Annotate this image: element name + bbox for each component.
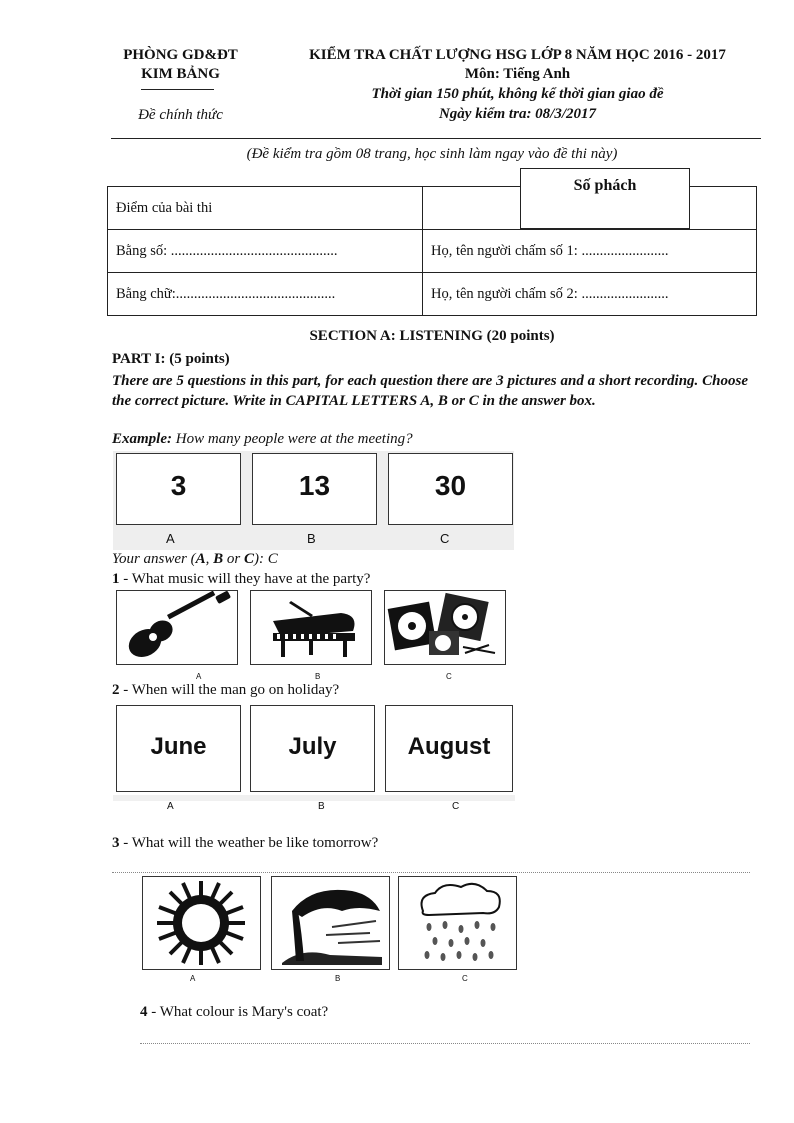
q3-letter-c: C — [462, 974, 468, 983]
your-answer-prefix: Your answer ( — [112, 551, 196, 567]
q2-letter-b: B — [318, 801, 325, 812]
cd-icon — [385, 591, 505, 664]
question-3-option-b[interactable] — [271, 876, 390, 970]
header-left-line3: Đề chính thức — [138, 107, 223, 123]
your-answer-a: A — [195, 551, 206, 567]
score-number-field[interactable]: Bằng số: .............................................. — [108, 230, 423, 273]
question-4-number: 4 — [140, 1004, 148, 1020]
page-count-note: (Đề kiểm tra gồm 08 trang, học sinh làm ngay vào đề thi này) — [246, 146, 618, 162]
your-answer-line — [112, 551, 278, 568]
question-3-number: 3 — [112, 835, 120, 851]
question-2 — [112, 682, 339, 699]
grader2-field[interactable]: Họ, tên người chấm số 2: ........................ — [423, 273, 757, 316]
question-4-text: - What colour is Mary's coat? — [147, 1004, 329, 1020]
rain-icon — [399, 877, 516, 969]
part-instructions: There are 5 questions in this part, for each question there are 3 pictures and a short recording. Choose the correct picture. Write in CAPITAL LETTERS A, B or C in the answer box. — [112, 373, 748, 409]
question-1 — [112, 571, 370, 588]
example-option-a-text: 3 — [170, 470, 187, 501]
question-2-text: - When will the man go on holiday? — [119, 682, 340, 698]
your-answer-or: or — [223, 551, 245, 567]
question-3-text: - What will the weather be like tomorrow? — [119, 835, 379, 851]
example-pictures — [113, 451, 514, 550]
example-option-b-text: 13 — [298, 470, 331, 501]
example-option-b — [252, 453, 377, 525]
header-left-line2: KIM BẢNG — [141, 66, 220, 82]
question-3-option-c[interactable] — [398, 876, 517, 970]
q2-option-c-text: August — [407, 733, 491, 760]
q2-letter-c: C — [452, 801, 460, 812]
example-label: Example: — [112, 431, 172, 447]
question-2-number: 2 — [112, 682, 120, 698]
example-option-c-text: 30 — [434, 470, 467, 501]
header-left-line1: PHÒNG GD&ĐT — [123, 47, 238, 63]
q1-letter-a: A — [196, 672, 202, 681]
question-2-option-a[interactable] — [116, 705, 241, 792]
so-phach-label: Số phách — [573, 177, 637, 194]
example-question: How many people were at the meeting? — [172, 431, 413, 447]
q1-letter-b: B — [315, 672, 321, 681]
header-subject: Môn: Tiếng Anh — [464, 66, 571, 82]
your-answer-suffix: ): C — [254, 551, 278, 567]
so-phach-box — [520, 168, 690, 229]
score-words-field[interactable]: Bằng chữ:............................................ — [108, 273, 423, 316]
your-answer-sep: , — [205, 551, 214, 567]
q3-answer-line[interactable] — [112, 872, 750, 873]
grader1-field[interactable]: Họ, tên người chấm số 1: ........................ — [423, 230, 757, 273]
q1-letter-c: C — [446, 672, 452, 681]
q3-letter-a: A — [190, 974, 196, 983]
question-1-pictures — [116, 590, 508, 682]
question-1-number: 1 — [112, 571, 120, 587]
question-1-text: - What music will they have at the party? — [119, 571, 371, 587]
q3-letter-b: B — [335, 974, 341, 983]
header-left-underline — [141, 89, 214, 90]
header-time: Thời gian 150 phút, không kể thời gian giao đề — [371, 86, 664, 102]
your-answer-b: B — [213, 551, 224, 567]
q4-answer-line[interactable] — [140, 1043, 750, 1044]
question-2-option-c[interactable] — [385, 705, 513, 792]
question-1-option-c[interactable] — [384, 590, 506, 665]
question-1-option-b[interactable] — [250, 590, 372, 665]
q2-option-b-text: July — [288, 733, 337, 760]
part-title: PART I: (5 points) — [112, 351, 230, 367]
your-answer-c: C — [244, 551, 255, 567]
question-4 — [140, 1004, 328, 1021]
example-line — [112, 431, 413, 448]
question-2-pictures — [113, 703, 515, 816]
question-3 — [112, 835, 378, 852]
section-title: SECTION A: LISTENING (20 points) — [309, 328, 555, 344]
example-letter-a: A — [166, 531, 175, 546]
example-option-a — [116, 453, 241, 525]
wind-icon — [272, 877, 389, 969]
example-letter-b: B — [307, 531, 316, 546]
q2-option-a-text: June — [150, 733, 207, 760]
piano-icon — [251, 591, 371, 664]
header-title: KIỂM TRA CHẤT LƯỢNG HSG LỚP 8 NĂM HỌC 2016 - 2017 — [309, 47, 726, 63]
question-3-option-a[interactable] — [142, 876, 261, 970]
example-option-c — [388, 453, 513, 525]
header-divider — [111, 138, 761, 139]
grade-cell-label: Điểm của bài thi — [108, 187, 423, 230]
guitar-icon — [117, 591, 237, 664]
example-letter-c: C — [440, 531, 450, 546]
sun-icon — [143, 877, 260, 969]
header-date: Ngày kiểm tra: 08/3/2017 — [438, 106, 597, 122]
question-1-option-a[interactable] — [116, 590, 238, 665]
q2-letter-a: A — [167, 801, 174, 812]
question-3-pictures — [140, 874, 520, 986]
question-2-option-b[interactable] — [250, 705, 375, 792]
